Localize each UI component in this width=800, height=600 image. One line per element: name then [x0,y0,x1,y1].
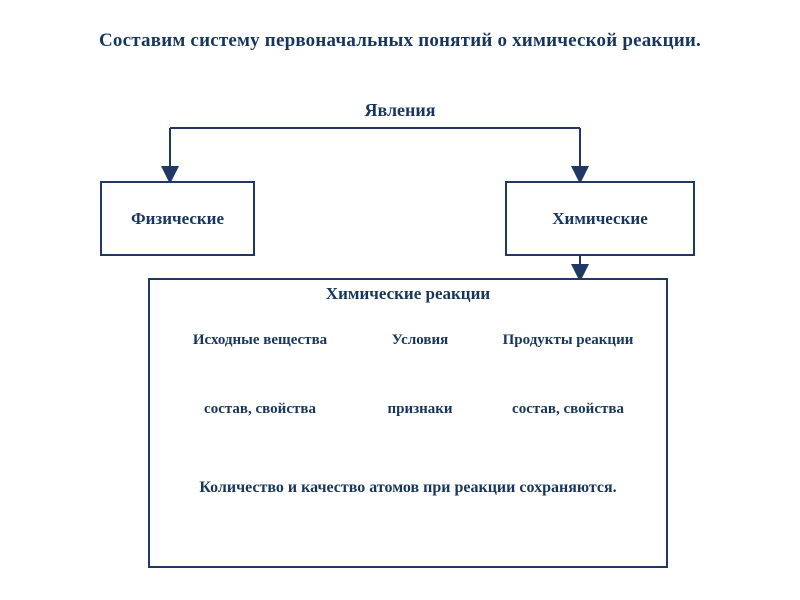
box-chemical-reactions [148,278,668,568]
node-phenomena: Явления [364,100,436,120]
box-chemical-phenomena [505,181,695,256]
box-physical-label: Физические [130,208,225,228]
column-head-conditions: Условия [391,332,449,348]
reactions-box-title: Химические реакции [325,284,491,303]
column-head-products: Продукты реакции [502,332,634,348]
page-title: Составим систему первоначальных понятий о химической реакции. [99,30,701,51]
column-sub-products: состав, свойства [512,401,624,417]
column-sub-conditions: признаки [387,401,453,417]
conclusion-text: Количество и качество атомов при реакции сохраняются. [199,479,617,496]
column-head-initial-substances: Исходные вещества [192,332,328,348]
column-sub-initial-substances: состав, свойства [204,401,316,417]
box-physical-phenomena [100,181,255,256]
box-chemical-label: Химические [552,208,648,228]
